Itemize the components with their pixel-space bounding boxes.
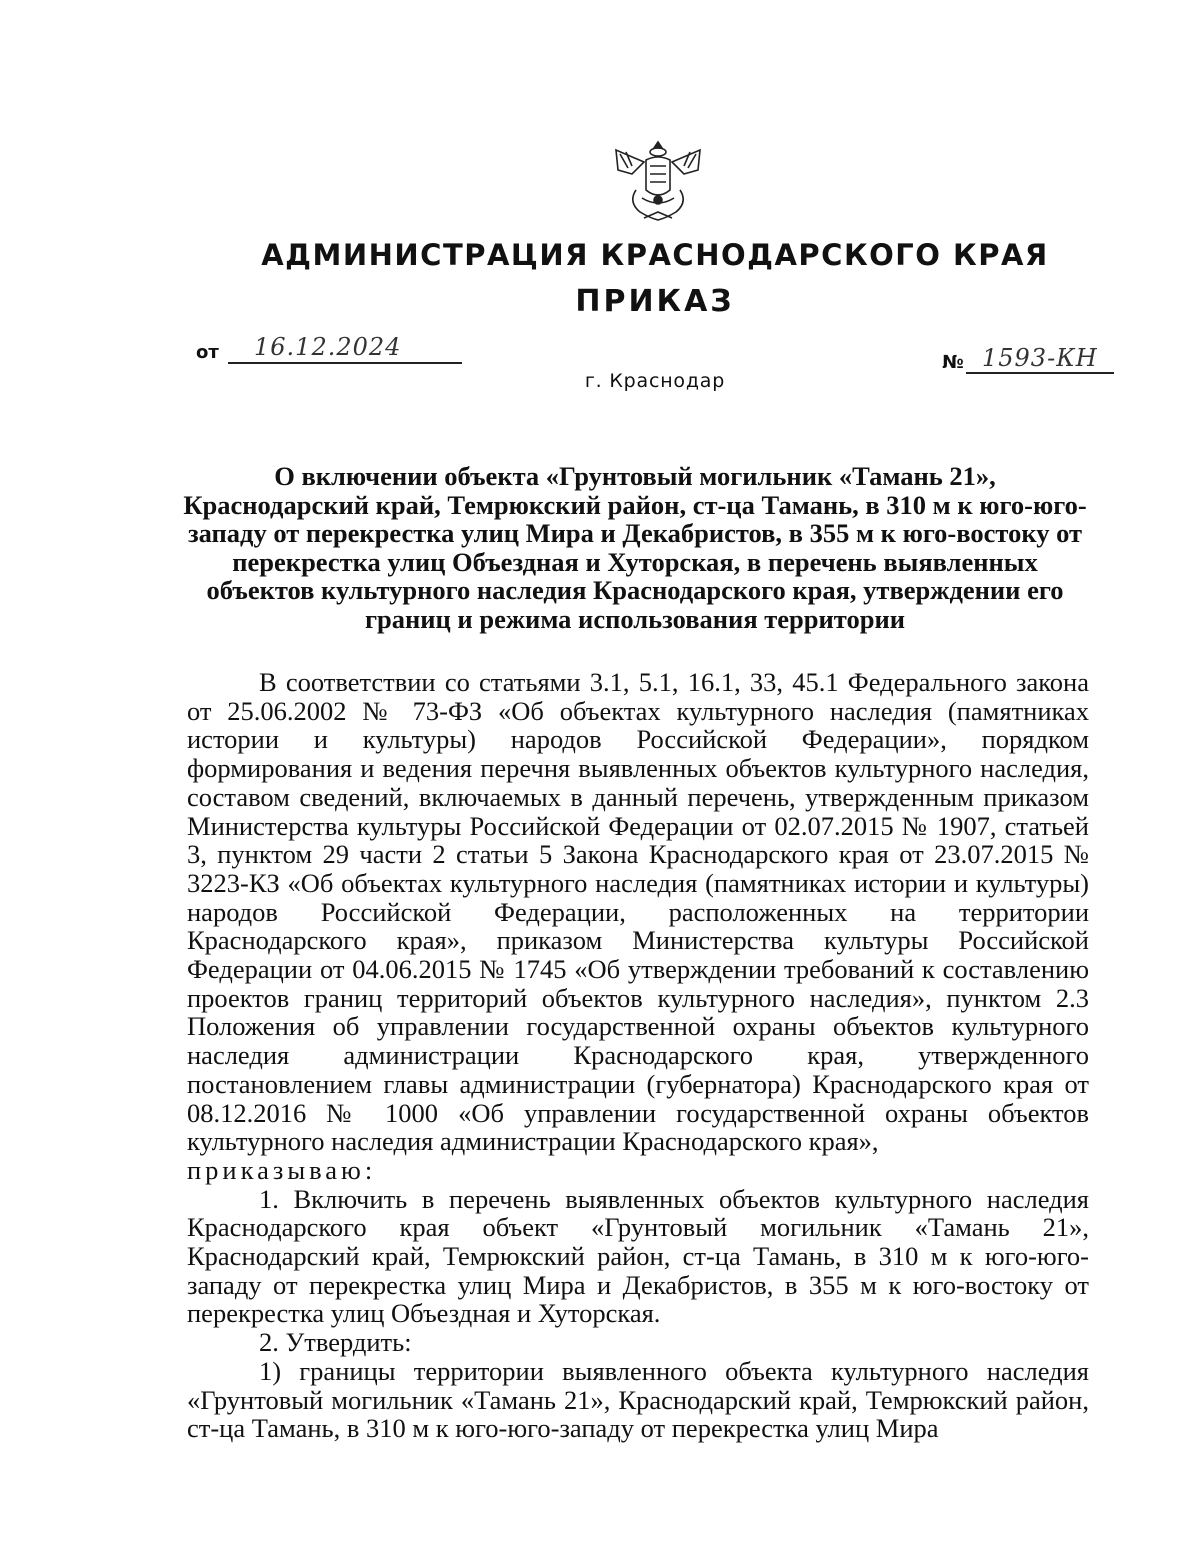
date-prefix: от <box>196 342 219 363</box>
number-handwritten: 1593-КН <box>982 344 1098 372</box>
city: г. Краснодар <box>584 370 726 392</box>
item-2-subitem-1: 1) границы территории выявленного объекта культурного наследия «Грунтовый могильник «Тамань 21», Краснодарский край, Темрюкский район, ст-ца Тамань, в 310 м к юго-юго-западу от перекрестка улиц Мира <box>187 1355 1089 1444</box>
document-body <box>187 668 1089 1443</box>
item-2: 2. Утвердить: <box>259 1327 412 1358</box>
document-type: ПРИКАЗ <box>575 284 735 319</box>
preamble-text: В соответствии со статьями 3.1, 5.1, 16.1, 33, 45.1 Федерального закона от 25.06.2002 № 73-ФЗ «Об объектах культурного наследия (памятниках истории и культуры) народов Российской Федерации», порядком формирования и ведения перечня выявленных объектов культурного наследия, составом сведений, включаемых в данный перечень, утвержденным приказом Министерства культуры Российской Федерации от 02.07.2015 № 1907, статьей 3, пунктом 29 части 2 статьи 5 Закона Краснодарского края от 23.07.2015 № 3223-КЗ «Об объектах культурного наследия (памятниках истории и культуры) народов Российской Федерации, расположенных на территории Краснодарского края», приказом Министерства культуры Российской Федерации от 04.06.2015 № 1745 «Об утверждении требований к составлению проектов границ территорий объектов культурного наследия», пунктом 2.3 Положения об управлении государственной охраны объектов культурного наследия администрации Краснодарского края, утвержденного постановлением главы администрации (губернатора) Краснодарского края от 08.12.2016 № 1000 «Об управлении государственной охраны объектов культурного наследия администрации Краснодарского края», <box>187 667 1089 1157</box>
date-handwritten: 16.12.2024 <box>254 333 402 361</box>
preamble-paragraph <box>187 668 1089 1185</box>
number-prefix: № <box>942 352 964 373</box>
organization-name: АДМИНИСТРАЦИЯ КРАСНОДАРСКОГО КРАЯ <box>261 238 1049 272</box>
date-underline <box>228 362 462 364</box>
coat-of-arms-icon <box>606 138 710 226</box>
document-title: О включении объекта «Грунтовый могильник «Тамань 21», Краснодарский край, Темрюкский район, ст-ца Тамань, в 310 м к юго-юго-западу от перекрестка улиц Мира и Декабристов, в 355 м к юго-востоку от перекрестка улиц Объездная и Хуторская, в перечень выявленных объектов культурного наследия Краснодарского края, утверждении его границ и режима использования территории <box>183 461 1087 634</box>
order-word: приказываю: <box>187 1154 377 1185</box>
item-1: 1. Включить в перечень выявленных объектов культурного наследия Краснодарского края объект «Грунтовый могильник «Тамань 21», Краснодарский край, Темрюкский район, ст-ца Тамань, в 310 м к юго-юго-западу от перекрестка улиц Мира и Декабристов, в 355 м к юго-востоку от перекрестка улиц Объездная и Хуторская. <box>187 1183 1089 1329</box>
